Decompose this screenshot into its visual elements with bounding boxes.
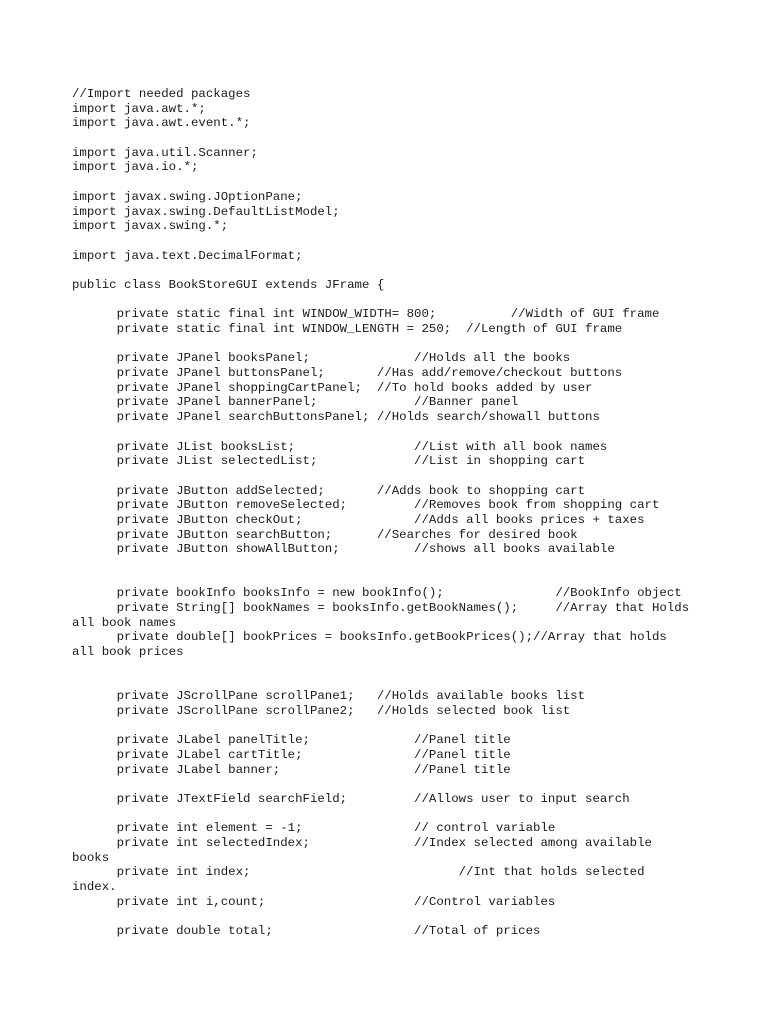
code-line: private JPanel bannerPanel; //Banner panel [72,395,519,410]
code-line [72,234,752,249]
code-line [72,910,752,925]
code-line: private JButton addSelected; //Adds book to shopping cart [72,483,586,498]
code-line: private JPanel searchButtonsPanel; //Holds search/showall buttons [72,410,600,425]
code-line: private static final int WINDOW_LENGTH = 250; //Length of GUI frame [72,322,623,336]
code-line [72,572,752,587]
code-line: import javax.swing.*; [72,219,229,234]
code-line [72,131,752,146]
code-line [72,175,752,190]
code-line: //Import needed packages [72,87,251,101]
code-line: private JScrollPane scrollPane2; //Holds selected book list [72,703,571,718]
code-line: private String[] bookNames = booksInfo.getBookNames(); //Array that Holds [72,601,690,616]
code-line: private JButton showAllButton; //shows all books available [72,542,615,557]
code-line: private JPanel buttonsPanel; //Has add/remove/checkout buttons [72,366,623,381]
code-line: private int selectedIndex; //Index selected among available [72,836,652,851]
code-line: import java.util.Scanner; [72,145,258,160]
code-line: private double total; //Total of prices [72,924,541,939]
code-listing [72,87,752,939]
code-line: private JTextField searchField; //Allows user to input search [72,792,630,806]
code-line [72,557,752,572]
code-line: private JList booksList; //List with all book names [72,439,608,454]
code-line [72,469,752,484]
code-line: import javax.swing.JOptionPane; [72,189,303,204]
code-line: public class BookStoreGUI extends JFrame { [72,277,385,292]
code-line: private JPanel shoppingCartPanel; //To hold books added by user [72,380,593,395]
code-line: books [72,850,110,865]
code-line: private JList selectedList; //List in shopping cart [72,454,586,469]
code-line [72,263,752,278]
code-line: private JScrollPane scrollPane1; //Holds available books list [72,689,586,704]
code-line [72,675,752,690]
code-line: import java.awt.*; [72,101,206,116]
code-line: private int i,count; //Control variables [72,894,556,909]
code-line [72,719,752,734]
code-line: private bookInfo booksInfo = new bookInfo(); //BookInfo object [72,586,682,601]
code-line: private JLabel panelTitle; //Panel title [72,733,511,748]
code-line [72,293,752,308]
code-line: all book prices [72,645,184,660]
code-line [72,777,752,792]
code-line: private static final int WINDOW_WIDTH= 800; //Width of GUI frame [72,307,660,322]
code-line: private JButton checkOut; //Adds all books prices + taxes [72,512,645,527]
code-line: private JButton searchButton; //Searches for desired book [72,527,578,542]
code-line: index. [72,880,117,895]
code-line: import javax.swing.DefaultListModel; [72,204,340,219]
code-line: private JLabel banner; //Panel title [72,762,511,777]
code-line [72,425,752,440]
code-line [72,337,752,352]
code-line: all book names [72,615,177,630]
code-line [72,807,752,822]
code-line [72,660,752,675]
code-line: private int element = -1; // control variable [72,821,556,836]
code-line: private JButton removeSelected; //Removes book from shopping cart [72,498,660,513]
code-line: private JLabel cartTitle; //Panel title [72,747,511,762]
code-line: import java.io.*; [72,160,199,175]
code-line: import java.text.DecimalFormat; [72,248,303,263]
code-line: import java.awt.event.*; [72,116,251,131]
code-line: private JPanel booksPanel; //Holds all the books [72,351,571,366]
code-line: private int index; //Int that holds selected [72,865,645,880]
code-line: private double[] bookPrices = booksInfo.getBookPrices();//Array that holds [72,630,667,645]
